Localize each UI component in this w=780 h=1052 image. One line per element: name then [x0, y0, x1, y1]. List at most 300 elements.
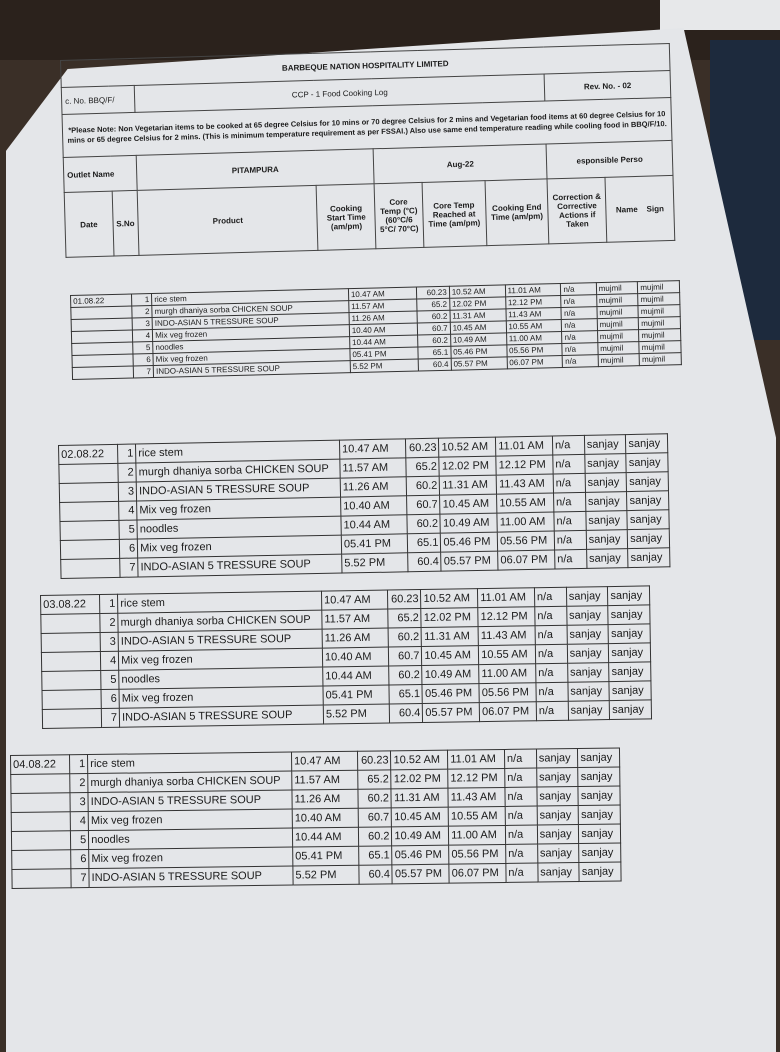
name-cell: mujmil [597, 330, 639, 343]
corr-cell: n/a [561, 283, 597, 296]
name-cell: sanjay [585, 473, 627, 493]
corr-cell: n/a [506, 863, 538, 882]
col-date: Date [80, 219, 98, 229]
reached-cell: 10.52 AM [449, 285, 505, 298]
corr-cell: n/a [562, 343, 598, 356]
temp-cell: 60.2 [406, 476, 440, 496]
name-cell: sanjay [538, 863, 580, 883]
reached-cell: 11.31 AM [450, 309, 506, 322]
sno-cell: 7 [71, 869, 89, 888]
date-cell [12, 869, 71, 889]
temp-cell: 60.2 [357, 789, 391, 808]
corr-cell: n/a [563, 355, 599, 368]
col-sign: Sign [646, 203, 665, 214]
start-cell: 5.52 PM [323, 704, 389, 724]
reached-cell: 10.52 AM [439, 437, 496, 457]
reached-cell: 05.46 PM [441, 532, 498, 552]
temp-cell: 65.2 [405, 457, 439, 477]
temp-cell: 60.2 [388, 628, 422, 648]
name-cell: sanjay [568, 701, 610, 721]
end-cell: 05.56 PM [479, 683, 536, 703]
start-cell: 05.41 PM [350, 347, 418, 361]
company-name: BARBEQUE NATION HOSPITALITY LIMITED [281, 58, 449, 73]
start-cell: 10.40 AM [349, 323, 417, 337]
reached-cell: 10.49 AM [450, 333, 506, 346]
reached-cell: 05.46 PM [422, 684, 479, 704]
reached-cell: 10.49 AM [440, 513, 497, 533]
start-cell: 11.26 AM [349, 311, 417, 325]
sno-cell: 7 [120, 558, 138, 577]
end-cell: 11.01 AM [505, 284, 561, 297]
reached-cell: 10.45 AM [422, 646, 479, 666]
corr-cell: n/a [504, 749, 536, 768]
date-cell [11, 793, 70, 813]
start-cell: 10.47 AM [291, 751, 357, 771]
name-cell: sanjay [566, 587, 608, 607]
name-cell: mujmil [596, 294, 638, 307]
corr-cell: n/a [505, 787, 537, 806]
name-cell: mujmil [597, 318, 639, 331]
sno-cell: 1 [70, 755, 88, 774]
name-cell: sanjay [536, 768, 578, 788]
reached-cell: 10.45 AM [450, 321, 506, 334]
date-cell: 03.08.22 [41, 595, 100, 615]
start-cell: 10.44 AM [292, 827, 358, 847]
sign-cell: sanjay [609, 643, 651, 663]
end-cell: 06.07 PM [507, 355, 563, 368]
date-cell: 01.08.22 [71, 294, 132, 307]
product-cell: INDO-ASIAN 5 TRESSURE SOUP [118, 629, 322, 651]
start-cell: 05.41 PM [323, 685, 389, 705]
end-cell: 06.07 PM [449, 863, 506, 883]
sno-cell: 1 [118, 444, 136, 463]
end-cell: 10.55 AM [497, 493, 554, 513]
sign-cell: sanjay [628, 529, 670, 549]
date-cell [59, 463, 118, 483]
reached-cell: 10.52 AM [421, 589, 478, 609]
name-cell: mujmil [596, 282, 638, 295]
temp-cell: 60.23 [416, 286, 449, 299]
sno-cell: 4 [119, 501, 137, 520]
temp-cell: 60.4 [418, 358, 451, 371]
temp-cell: 60.23 [357, 751, 391, 770]
product-cell: noodles [153, 337, 350, 354]
start-cell: 10.44 AM [323, 666, 389, 686]
sign-cell: sanjay [608, 586, 650, 606]
name-cell: sanjay [536, 749, 578, 769]
start-cell: 10.47 AM [348, 287, 416, 301]
header-table [60, 43, 675, 258]
start-cell: 11.26 AM [340, 477, 406, 497]
start-cell: 11.57 AM [322, 609, 388, 629]
temp-cell: 60.23 [387, 590, 421, 610]
product-cell: rice stem [136, 440, 340, 463]
end-cell: 11.43 AM [448, 787, 505, 807]
date-cell [42, 709, 101, 729]
end-cell: 11.01 AM [496, 436, 553, 456]
sign-cell: mujmil [639, 329, 681, 342]
end-cell: 12.12 PM [505, 296, 561, 309]
temp-cell: 60.2 [358, 827, 392, 846]
product-cell: INDO-ASIAN 5 TRESSURE SOUP [152, 313, 349, 330]
name-cell: sanjay [568, 682, 610, 702]
product-cell: Mix veg frozen [89, 847, 293, 868]
name-cell: sanjay [586, 511, 628, 531]
name-cell: sanjay [537, 806, 579, 826]
reached-cell: 05.57 PM [451, 357, 507, 370]
sign-cell: sanjay [579, 824, 621, 844]
start-cell: 11.57 AM [349, 299, 417, 313]
sno-cell: 5 [70, 831, 88, 850]
sign-cell: sanjay [627, 491, 669, 511]
col-sno: S.No [116, 218, 135, 228]
name-cell: mujmil [597, 306, 639, 319]
day-block [58, 433, 670, 579]
day-table [10, 748, 622, 889]
reached-cell: 12.02 PM [421, 608, 478, 628]
start-cell: 11.26 AM [292, 789, 358, 809]
end-cell: 11.00 AM [506, 331, 562, 344]
sno-cell: 5 [119, 520, 137, 539]
day-table [58, 433, 670, 579]
end-cell: 12.12 PM [448, 768, 505, 788]
corr-cell: n/a [562, 319, 598, 332]
start-cell: 10.40 AM [292, 808, 358, 828]
name-cell: mujmil [597, 342, 639, 355]
product-cell: INDO-ASIAN 5 TRESSURE SOUP [88, 790, 292, 811]
end-cell: 11.43 AM [478, 626, 535, 646]
sno-cell: 3 [100, 632, 118, 651]
corr-cell: n/a [505, 825, 537, 844]
col-corrective: Correction & Corrective Actions if Taken [552, 191, 602, 229]
corr-cell: n/a [562, 331, 598, 344]
date-cell [61, 558, 120, 578]
product-cell: INDO-ASIAN 5 TRESSURE SOUP [138, 554, 342, 577]
end-cell: 11.00 AM [449, 825, 506, 845]
sign-cell: sanjay [578, 786, 620, 806]
corr-cell: n/a [535, 644, 567, 663]
sno-cell: 1 [131, 294, 152, 306]
end-cell: 11.01 AM [478, 588, 535, 608]
sno-cell: 2 [100, 613, 118, 632]
sign-cell: sanjay [608, 624, 650, 644]
date-cell [60, 501, 119, 521]
product-cell: Mix veg frozen [119, 648, 323, 670]
reached-cell: 11.31 AM [440, 475, 497, 495]
name-cell: sanjay [567, 644, 609, 664]
col-product: Product [212, 215, 244, 226]
product-cell: rice stem [152, 289, 349, 306]
temp-cell: 60.7 [388, 647, 422, 667]
sign-cell: sanjay [578, 748, 620, 768]
corr-cell: n/a [553, 454, 585, 474]
reached-cell: 12.02 PM [391, 769, 448, 789]
corr-cell: n/a [505, 768, 537, 787]
end-cell: 12.12 PM [478, 607, 535, 627]
temp-cell: 65.1 [418, 346, 451, 359]
product-cell: Mix veg frozen [137, 497, 341, 520]
start-cell: 10.40 AM [322, 647, 388, 667]
product-cell: rice stem [88, 752, 292, 773]
sno-cell: 3 [70, 793, 88, 812]
date-cell [72, 366, 133, 379]
start-cell: 5.52 PM [293, 865, 359, 885]
day-block [40, 585, 652, 729]
sign-cell: sanjay [626, 453, 668, 473]
sno-cell: 3 [132, 317, 153, 329]
start-cell: 11.57 AM [292, 770, 358, 790]
temp-cell: 60.23 [405, 438, 439, 458]
end-cell: 10.55 AM [506, 319, 562, 332]
sno-cell: 6 [101, 689, 119, 708]
product-cell: murgh dhaniya sorba CHICKEN SOUP [88, 771, 292, 792]
corr-cell: n/a [505, 806, 537, 825]
responsible-label: esponsible Perso [576, 154, 643, 166]
start-cell: 11.26 AM [322, 628, 388, 648]
corr-cell: n/a [554, 530, 586, 550]
sign-cell: sanjay [626, 434, 668, 454]
temp-cell: 60.4 [407, 552, 441, 572]
product-cell: noodles [119, 667, 323, 689]
date-cell [60, 539, 119, 559]
corr-cell: n/a [535, 625, 567, 644]
sign-cell: sanjay [610, 700, 652, 720]
sign-cell: sanjay [579, 805, 621, 825]
temp-cell: 65.1 [388, 685, 422, 705]
other-paper [660, 0, 780, 30]
temperature-note: *Please Note: Non Vegetarian items to be cooked at 65 degree Celsius for 10 mins or 70 degree Celsius for 2 mins and Vegetarian food items at 60 degree Celsius for 10 mins or 65 degree Celsius for 2 mins. (This is minimum temperature requirement as per FSSAI.) Also use same end temperature reading while cooling food in BBQ/F/10. [67, 109, 667, 145]
start-cell: 11.57 AM [340, 458, 406, 478]
date-cell [42, 671, 101, 691]
temp-cell: 60.2 [417, 334, 450, 347]
corr-cell: n/a [506, 844, 538, 863]
log-blocks [10, 282, 770, 995]
log-title: CCP - 1 Food Cooking Log [291, 87, 388, 100]
end-cell: 06.07 PM [479, 702, 536, 722]
sno-cell: 5 [101, 670, 119, 689]
end-cell: 11.43 AM [506, 307, 562, 320]
sign-cell: sanjay [579, 862, 621, 882]
temp-cell: 60.7 [406, 495, 440, 515]
temp-cell: 65.2 [416, 298, 449, 311]
name-cell: sanjay [586, 549, 628, 569]
date-cell [12, 850, 71, 870]
sign-cell: mujmil [639, 341, 681, 354]
end-cell: 11.00 AM [497, 512, 554, 532]
date-cell [59, 482, 118, 502]
doc-number: c. No. BBQ/F/ [65, 94, 115, 106]
sno-cell: 7 [133, 365, 154, 377]
day-table [40, 585, 652, 729]
start-cell: 5.52 PM [342, 553, 408, 573]
product-cell: noodles [89, 828, 293, 849]
product-cell: Mix veg frozen [137, 535, 341, 558]
product-cell: murgh dhaniya sorba CHICKEN SOUP [118, 610, 322, 632]
start-cell: 10.44 AM [341, 515, 407, 535]
sno-cell: 7 [101, 708, 119, 727]
reached-cell: 12.02 PM [449, 297, 505, 310]
sno-cell: 1 [100, 594, 118, 613]
date-cell [41, 633, 100, 653]
reached-cell: 11.31 AM [391, 788, 448, 808]
corr-cell: n/a [555, 549, 587, 569]
sno-cell: 3 [118, 482, 136, 501]
temp-cell: 65.1 [407, 533, 441, 553]
corr-cell: n/a [534, 587, 566, 606]
end-cell: 06.07 PM [498, 550, 555, 570]
sign-cell: sanjay [609, 662, 651, 682]
temp-cell: 65.2 [387, 609, 421, 629]
sno-cell: 6 [71, 850, 89, 869]
corr-cell: n/a [536, 682, 568, 701]
sign-cell: sanjay [578, 767, 620, 787]
reached-cell: 05.57 PM [423, 703, 480, 723]
date-cell [41, 652, 100, 672]
corr-cell: n/a [535, 606, 567, 625]
corr-cell: n/a [554, 511, 586, 531]
reached-cell: 10.52 AM [391, 750, 448, 770]
reached-cell: 10.45 AM [392, 807, 449, 827]
start-cell: 5.52 PM [350, 359, 418, 373]
name-cell: sanjay [585, 454, 627, 474]
name-cell: sanjay [584, 435, 626, 455]
sno-cell: 4 [70, 812, 88, 831]
reached-cell: 05.46 PM [451, 345, 507, 358]
name-cell: sanjay [537, 844, 579, 864]
product-cell: Mix veg frozen [153, 349, 350, 366]
start-cell: 05.41 PM [341, 534, 407, 554]
corr-cell: n/a [536, 663, 568, 682]
start-cell: 10.40 AM [341, 496, 407, 516]
product-cell: murgh dhaniya sorba CHICKEN SOUP [136, 459, 340, 482]
temp-cell: 60.4 [389, 704, 423, 724]
sign-cell: sanjay [579, 843, 621, 863]
col-core-temp: Core Temp (°C) (60°C/6 5°C/ 70°C) [379, 197, 419, 235]
product-cell: rice stem [118, 591, 322, 613]
reached-cell: 10.49 AM [392, 826, 449, 846]
sign-cell: sanjay [628, 548, 670, 568]
temp-cell: 65.1 [358, 846, 392, 865]
end-cell: 10.55 AM [479, 645, 536, 665]
corr-cell: n/a [552, 435, 584, 455]
start-cell: 05.41 PM [293, 846, 359, 866]
product-cell: INDO-ASIAN 5 TRESSURE SOUP [153, 361, 350, 378]
sno-cell: 2 [132, 306, 153, 318]
month-value: Aug-22 [446, 158, 474, 169]
corr-cell: n/a [536, 701, 568, 720]
temp-cell: 60.7 [417, 322, 450, 335]
corr-cell: n/a [561, 295, 597, 308]
corr-cell: n/a [553, 473, 585, 493]
product-cell: INDO-ASIAN 5 TRESSURE SOUP [119, 705, 323, 727]
product-cell: murgh dhaniya sorba CHICKEN SOUP [152, 301, 349, 318]
sign-cell: mujmil [639, 353, 681, 366]
col-start-time: Cooking Start Time (am/pm) [326, 203, 366, 231]
product-cell: Mix veg frozen [119, 686, 323, 708]
sno-cell: 4 [100, 651, 118, 670]
end-cell: 10.55 AM [448, 806, 505, 826]
reached-cell: 11.31 AM [422, 627, 479, 647]
col-reached-time: Core Temp Reached at Time (am/pm) [428, 199, 481, 229]
sign-cell: sanjay [609, 681, 651, 701]
name-cell: sanjay [585, 492, 627, 512]
reached-cell: 05.57 PM [441, 551, 498, 571]
sign-cell: mujmil [639, 317, 681, 330]
sign-cell: mujmil [638, 281, 680, 294]
sno-cell: 5 [133, 341, 154, 353]
name-cell: sanjay [586, 530, 628, 550]
date-cell [60, 520, 119, 540]
name-cell: sanjay [567, 625, 609, 645]
date-cell [11, 774, 70, 794]
food-cooking-log [10, 60, 770, 995]
corr-cell: n/a [561, 307, 597, 320]
date-cell [11, 831, 70, 851]
revision-number: Rev. No. - 02 [583, 80, 632, 91]
end-cell: 11.00 AM [479, 664, 536, 684]
sno-cell: 2 [70, 774, 88, 793]
name-cell: sanjay [566, 606, 608, 626]
temp-cell: 60.2 [406, 514, 440, 534]
date-cell: 02.08.22 [59, 444, 118, 464]
reached-cell: 10.45 AM [440, 494, 497, 514]
name-cell: mujmil [598, 354, 640, 367]
product-cell: Mix veg frozen [153, 325, 350, 342]
reached-cell: 10.49 AM [422, 665, 479, 685]
sno-cell: 4 [132, 329, 153, 341]
product-cell: INDO-ASIAN 5 TRESSURE SOUP [89, 866, 293, 887]
name-cell: sanjay [567, 663, 609, 683]
name-cell: sanjay [537, 787, 579, 807]
start-cell: 10.47 AM [339, 439, 405, 459]
end-cell: 05.56 PM [449, 844, 506, 864]
date-cell: 04.08.22 [11, 755, 70, 775]
product-cell: Mix veg frozen [88, 809, 292, 830]
col-end-time: Cooking End Time (am/pm) [490, 202, 544, 223]
date-cell [11, 812, 70, 832]
sign-cell: mujmil [638, 293, 680, 306]
end-cell: 05.56 PM [506, 343, 562, 356]
product-cell: INDO-ASIAN 5 TRESSURE SOUP [136, 478, 340, 501]
date-cell [41, 614, 100, 634]
day-block [70, 280, 682, 380]
temp-cell: 60.2 [388, 666, 422, 686]
start-cell: 10.47 AM [321, 590, 387, 610]
product-cell: noodles [137, 516, 341, 539]
outlet-label: Outlet Name [67, 169, 115, 180]
temp-cell: 65.2 [357, 770, 391, 789]
end-cell: 05.56 PM [497, 531, 554, 551]
reached-cell: 05.57 PM [392, 864, 449, 884]
log-header [10, 60, 770, 295]
day-block [10, 748, 622, 889]
end-cell: 11.01 AM [448, 749, 505, 769]
sno-cell: 2 [118, 463, 136, 482]
temp-cell: 60.4 [358, 865, 392, 884]
sno-cell: 6 [119, 539, 137, 558]
sno-cell: 6 [133, 353, 154, 365]
temp-cell: 60.7 [358, 808, 392, 827]
corr-cell: n/a [553, 492, 585, 512]
start-cell: 10.44 AM [349, 335, 417, 349]
day-table [70, 280, 682, 380]
end-cell: 11.43 AM [496, 474, 553, 494]
sign-cell: sanjay [627, 510, 669, 530]
end-cell: 12.12 PM [496, 455, 553, 475]
date-cell [42, 690, 101, 710]
sign-cell: mujmil [638, 305, 680, 318]
sign-cell: sanjay [626, 472, 668, 492]
